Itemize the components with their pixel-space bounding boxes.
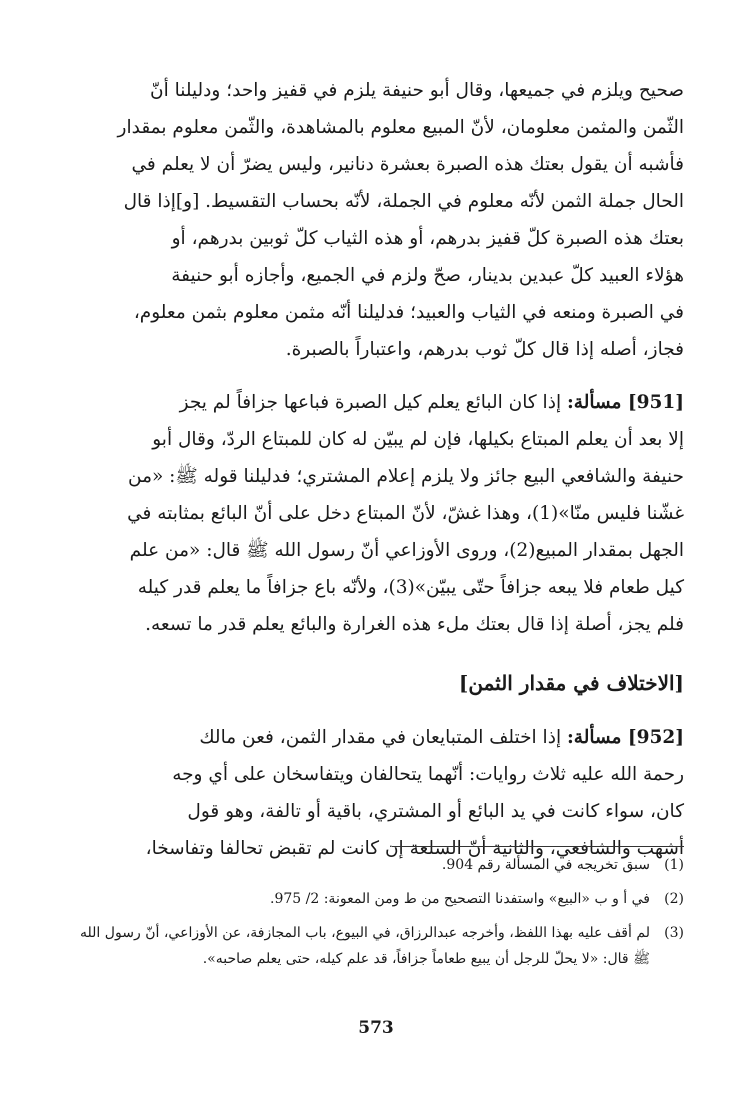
- issue-label: [951] مسألة:: [566, 392, 684, 413]
- text-line: الحال جملة الثمن لأنّه معلوم في الجملة، لأنّه بحساب التقسيط. [و]إذا قال: [123, 191, 684, 212]
- text-line: الجهل بمقدار المبيع(2)، وروى الأوزاعي أنّ رسول الله ﷺ قال: «من علم: [129, 540, 684, 561]
- footnote-2: [80, 886, 684, 912]
- text-line: الثّمن والمثمن معلومان، لأنّ المبيع معلوم بالمشاهدة، والثّمن معلوم بمقدار: [117, 117, 684, 138]
- text-line: بعتك هذه الصبرة كلّ قفيز بدرهم، أو هذه الثياب كلّ ثوبين بدرهم، أو: [171, 228, 684, 249]
- text-line: حنيفة والشافعي البيع جائز ولا يلزم إعلام المشتري؛ فدليلنا قوله ﷺ: «من: [127, 466, 684, 487]
- footnote-number: (3): [664, 925, 684, 941]
- text-line: كيل طعام فلا يبعه جزافاً حتّى يبيّن»(3)، ولأنّه باع جزافاً ما يعلم قدر كيله: [137, 577, 684, 598]
- footnote-text: لم أقف عليه بهذا اللفظ، وأخرجه عبدالرزاق، في البيوع، باب المجازفة، عن الأوزاعي، أنّ رسول الله ﷺ قال: «لا يحلّ للرجل أن يبيع طعاماً جزافاً، قد علم كيله، حتى يعلم صاحبه».: [80, 925, 650, 967]
- text-line: كان، سواء كانت في يد البائع أو المشتري، باقية أو تالفة، وهو قول: [187, 801, 684, 822]
- issue-label: [952] مسألة:: [566, 727, 684, 748]
- section-heading: [الاختلاف في مقدار الثمن]: [458, 671, 684, 695]
- footnote-text: سبق تخريجه في المسألة رقم 904.: [441, 857, 650, 873]
- footnote-1: [80, 852, 684, 878]
- footnote-divider: [392, 846, 684, 847]
- paragraph-1: [80, 72, 684, 368]
- text-line: غشّنا فليس منّا»(1)، وهذا غشّ، لأنّ المبتاع دخل على أنّ البائع بمثابته في: [127, 503, 684, 524]
- text-line: فأشبه أن يقول بعتك هذه الصبرة بعشرة دنانير، وليس يضرّ أن لا يعلم في: [131, 154, 684, 175]
- text-line: [80, 384, 684, 421]
- text-line: فلم يجز، أصلة إذا قال بعتك ملء هذه الغرارة والبائع يعلم قدر ما تسعه.: [145, 614, 684, 635]
- issue-951: [80, 384, 684, 643]
- text-span: إذا اختلف المتبايعان في مقدار الثمن، فعن مالك: [199, 727, 567, 748]
- text-line: فجاز، أصله إذا قال كلّ ثوب بدرهم، واعتباراً بالصبرة.: [285, 339, 684, 360]
- page-number: 573: [358, 1018, 394, 1038]
- text-line: صحيح ويلزم في جميعها، وقال أبو حنيفة يلزم في قفيز واحد؛ ودليلنا أنّ: [150, 80, 684, 101]
- footnotes: [80, 852, 684, 980]
- text-line: إلا بعد أن يعلم المبتاع بكيلها، فإن لم يبيّن له كان للمبتاع الردّ، وقال أبو: [152, 429, 684, 450]
- text-span: إذا كان البائع يعلم كيل الصبرة فباعها جزافاً لم يجز: [179, 392, 567, 413]
- text-line: هؤلاء العبيد كلّ عبدين بدينار، صحّ ولزم في الجميع، وأجازه أبو حنيفة: [171, 265, 684, 286]
- text-line: رحمة الله عليه ثلاث روايات: أنّهما يتحالفان ويتفاسخان على أي وجه: [172, 764, 684, 785]
- page-body: [80, 72, 684, 867]
- text-line: في الصبرة ومنعه في الثياب والعبيد؛ فدليلنا أنّه مثمن معلوم بثمن معلوم،: [133, 302, 684, 323]
- footnote-number: (2): [664, 891, 684, 907]
- text-line: [80, 719, 684, 756]
- issue-952: [80, 719, 684, 867]
- footnote-3: [80, 920, 684, 972]
- footnote-text: في أ و ب «البيع» واستفدنا التصحيح من ط ومن المعونة: 2/ 975.: [269, 891, 650, 907]
- text-line: أشهب والشافعي، والثانية أنّ السلعة إن كانت لم تقبض تحالفا وتفاسخا،: [145, 838, 684, 859]
- footnote-number: (1): [664, 857, 684, 873]
